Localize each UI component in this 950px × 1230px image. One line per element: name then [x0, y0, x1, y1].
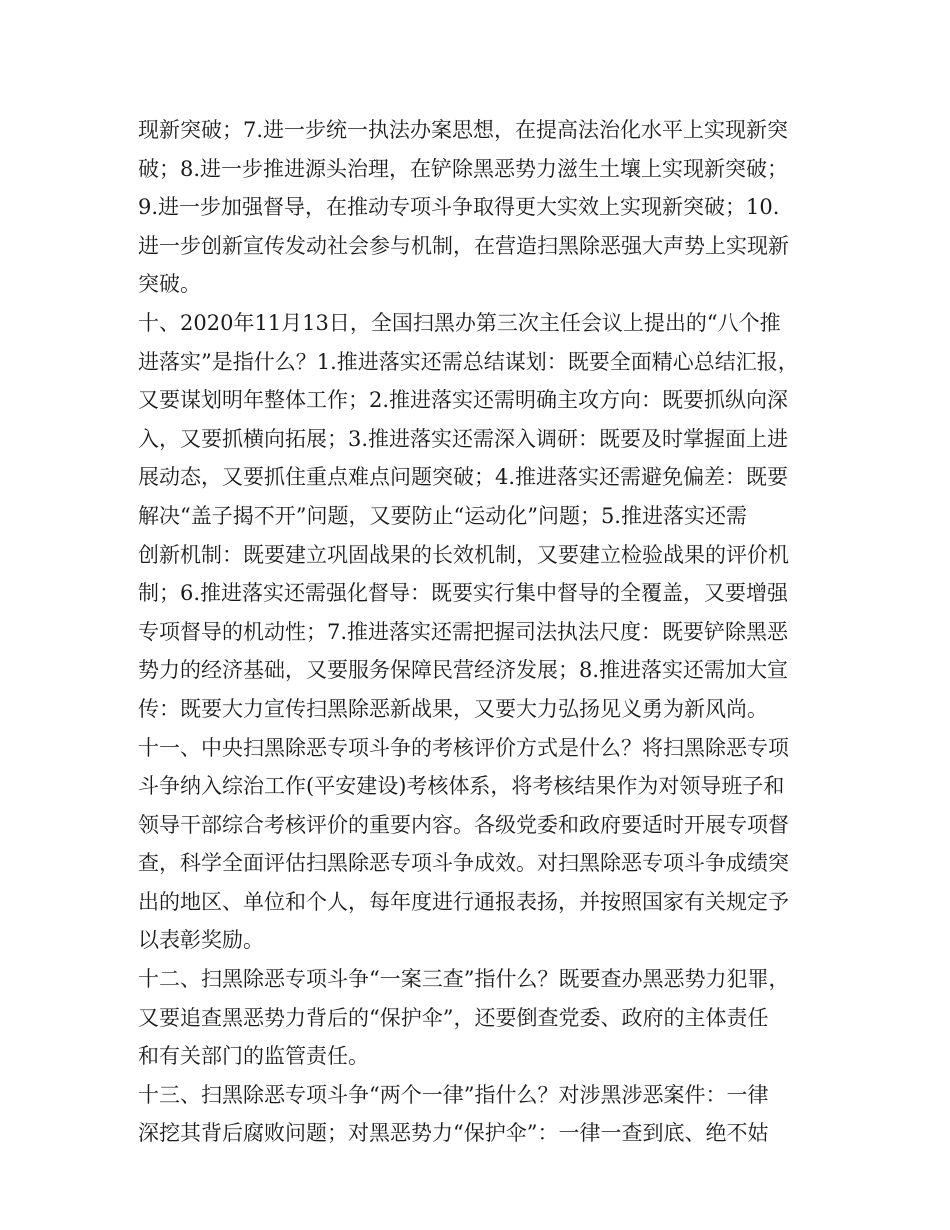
text-line: 展动态，又要抓住重点难点问题突破；4.推进落实还需避免偏差：既要 [138, 465, 789, 490]
text-line: 又要谋划明年整体工作；2.推进落实还需明确主攻方向：既要抓纵向深 [138, 388, 789, 413]
text-line: 和有关部门的监管责任。 [138, 1044, 369, 1069]
text-line: 十二、扫黑除恶专项斗争“一案三查”指什么？既要查办黑恶势力犯罪， [138, 967, 790, 992]
text-line: 领导干部综合考核评价的重要内容。各级党委和政府要适时开展专项督 [138, 812, 789, 837]
text-line: 入，又要抓横向拓展；3.推进落实还需深入调研：既要及时掌握面上进 [138, 426, 789, 451]
text-line: 势力的经济基础，又要服务保障民营经济发展；8.推进落实还需加大宣 [138, 658, 789, 683]
text-line: 十三、扫黑除恶专项斗争“两个一律”指什么？对涉黑涉恶案件：一律 [138, 1082, 769, 1107]
text-line: 出的地区、单位和个人，每年度进行通报表扬，并按照国家有关规定予 [138, 889, 789, 914]
text-line: 进一步创新宣传发动社会参与机制，在营造扫黑除恶强大声势上实现新 [138, 233, 789, 258]
text-line: 专项督导的机动性；7.推进落实还需把握司法执法尺度：既要铲除黑恶 [138, 619, 789, 644]
text-line: 深挖其背后腐败问题；对黑恶势力“保护伞”：一律一查到底、绝不姑 [138, 1121, 769, 1146]
text-line: 制；6.推进落实还需强化督导：既要实行集中督导的全覆盖，又要增强 [138, 581, 789, 606]
text-line: 突破。 [138, 272, 201, 297]
text-line: 9.进一步加强督导，在推动专项斗争取得更大实效上实现新突破；10. [138, 195, 780, 220]
text-line: 十、2020年11月13日，全国扫黑办第三次主任会议上提出的“八个推 [138, 310, 781, 335]
text-line: 创新机制：既要建立巩固战果的长效机制，又要建立检验战果的评价机 [138, 542, 789, 567]
text-line: 斗争纳入综治工作(平安建设)考核体系，将考核结果作为对领导班子和 [138, 774, 785, 799]
text-line: 解决“盖子揭不开”问题，又要防止“运动化”问题；5.推进落实还需 [138, 503, 747, 528]
text-line: 查，科学全面评估扫黑除恶专项斗争成效。对扫黑除恶专项斗争成绩突 [138, 851, 789, 876]
text-line: 以表彰奖励。 [138, 928, 264, 953]
text-line: 传：既要大力宣传扫黑除恶新战果，又要大力弘扬见义勇为新风尚。 [138, 696, 768, 721]
text-line: 又要追查黑恶势力背后的“保护伞”，还要倒查党委、政府的主体责任 [138, 1005, 769, 1030]
text-line: 破；8.进一步推进源头治理，在铲除黑恶势力滋生土壤上实现新突破； [138, 156, 789, 181]
text-line: 十一、中央扫黑除恶专项斗争的考核评价方式是什么？将扫黑除恶专项 [138, 735, 789, 760]
body-text [138, 111, 818, 1153]
text-line: 进落实”是指什么？1.推进落实还需总结谋划：既要全面精心总结汇报， [138, 349, 799, 374]
text-line: 现新突破；7.进一步统一执法办案思想，在提高法治化水平上实现新突 [138, 118, 789, 142]
